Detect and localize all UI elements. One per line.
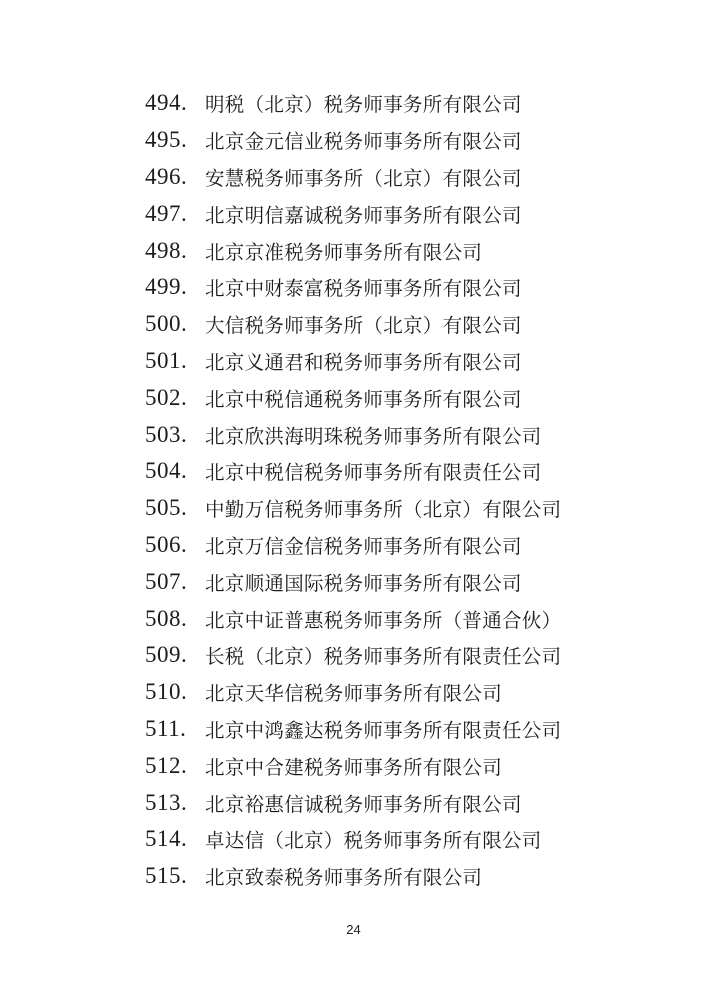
company-name: 北京中财泰富税务师事务所有限公司 [205,277,522,301]
list-item [145,232,561,269]
item-number: 507. [145,568,188,594]
company-name: 北京金元信业税务师事务所有限公司 [205,130,522,154]
company-name: 北京中合建税务师事务所有限公司 [205,755,503,779]
company-name: 长税（北京）税务师事务所有限责任公司 [205,645,562,669]
list-item [145,416,561,453]
company-name: 明税（北京）税务师事务所有限公司 [205,93,522,117]
company-name: 北京中鸿鑫达税务师事务所有限责任公司 [205,718,562,742]
list-item [145,637,561,674]
list-item [145,306,561,343]
list-item [145,159,561,196]
item-number: 515. [145,863,188,889]
company-name: 北京欣洪海明珠税务师事务所有限公司 [205,424,542,448]
list-item [145,711,561,748]
company-name: 北京万信金信税务师事务所有限公司 [205,534,522,558]
company-name: 卓达信（北京）税务师事务所有限公司 [205,829,542,853]
item-number: 500. [145,311,188,337]
company-name: 北京中证普惠税务师事务所（普通合伙） [205,608,562,632]
company-name: 北京京准税务师事务所有限公司 [205,240,483,264]
item-number: 502. [145,384,188,410]
page-number: 24 [346,922,361,937]
list-item [145,821,561,858]
company-name: 北京天华信税务师事务所有限公司 [205,682,503,706]
item-number: 513. [145,789,188,815]
list-item [145,122,561,159]
company-name: 北京顺通国际税务师事务所有限公司 [205,571,522,595]
item-number: 506. [145,531,188,557]
company-name: 北京义通君和税务师事务所有限公司 [205,350,522,374]
item-number: 499. [145,274,188,300]
list-item [145,490,561,527]
list-item [145,563,561,600]
list-item [145,674,561,711]
item-number: 510. [145,679,188,705]
item-number: 514. [145,826,188,852]
item-number: 495. [145,127,188,153]
item-number: 512. [145,752,188,778]
item-number: 494. [145,90,188,116]
company-name: 北京中税信通税务师事务所有限公司 [205,387,522,411]
list-item [145,85,561,122]
company-name: 大信税务师事务所（北京）有限公司 [205,314,522,338]
company-name: 北京裕惠信诚税务师事务所有限公司 [205,792,522,816]
list-item [145,269,561,306]
company-list [145,85,561,895]
item-number: 497. [145,200,188,226]
list-item [145,343,561,380]
list-item [145,379,561,416]
item-number: 505. [145,495,188,521]
list-item [145,784,561,821]
item-number: 496. [145,163,188,189]
company-name: 北京致泰税务师事务所有限公司 [205,866,483,890]
company-name: 北京明信嘉诚税务师事务所有限公司 [205,203,522,227]
company-name: 中勤万信税务师事务所（北京）有限公司 [205,498,562,522]
item-number: 503. [145,421,188,447]
company-name: 北京中税信税务师事务所有限责任公司 [205,461,542,485]
item-number: 501. [145,347,188,373]
list-item [145,600,561,637]
list-item [145,453,561,490]
item-number: 498. [145,237,188,263]
list-item [145,527,561,564]
item-number: 508. [145,605,188,631]
item-number: 511. [145,715,187,741]
list-item [145,747,561,784]
list-item [145,195,561,232]
company-name: 安慧税务师事务所（北京）有限公司 [205,166,522,190]
item-number: 504. [145,458,188,484]
list-item [145,858,561,895]
item-number: 509. [145,642,188,668]
page-footer [0,921,707,939]
